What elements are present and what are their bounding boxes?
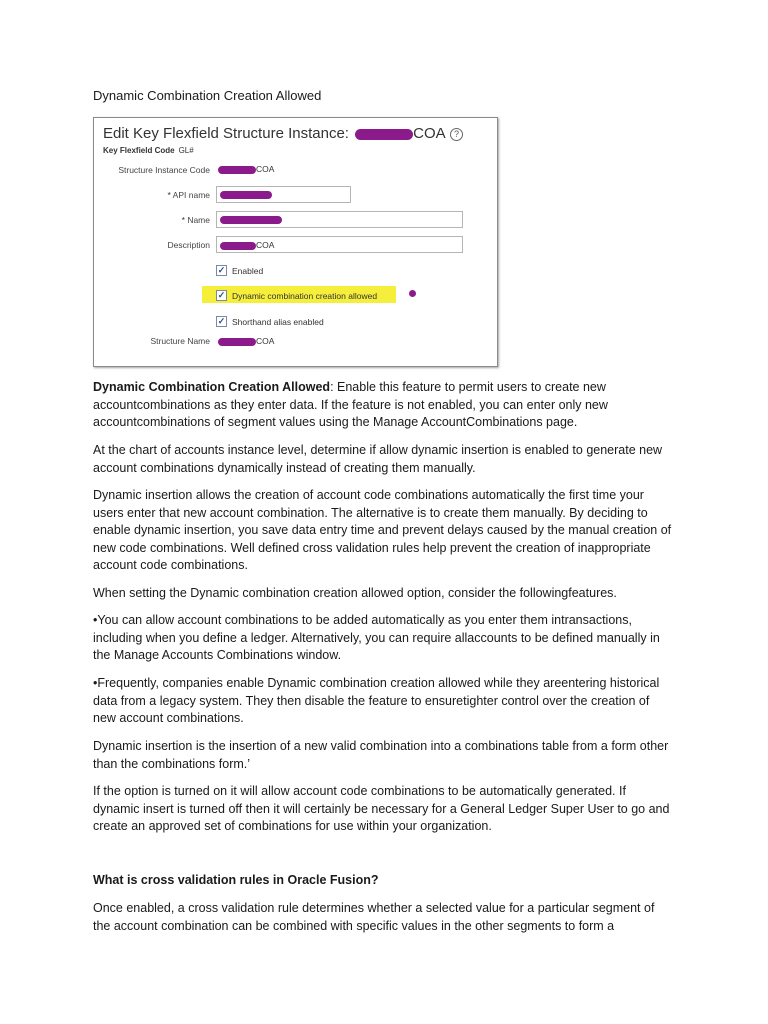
structure-instance-code-label: Structure Instance Code: [118, 165, 210, 175]
name-input[interactable]: [216, 211, 463, 228]
redaction-mark: [220, 242, 256, 250]
structure-name-label: Structure Name: [150, 336, 210, 346]
paragraph-4: When setting the Dynamic combination creation allowed option, consider the followingfeatures.: [93, 586, 617, 600]
redaction-mark: [355, 129, 413, 140]
paragraph-9: Once enabled, a cross validation rule determines whether a selected value for a particular segment of the account combination can be combined with specific values in the other segments to form a: [93, 901, 655, 933]
redaction-mark: [218, 338, 256, 346]
structure-instance-code-value: COA: [218, 164, 274, 174]
dynamic-combination-checkbox-row[interactable]: ✓ Dynamic combination creation allowed: [217, 290, 378, 301]
name-label: * Name: [181, 215, 210, 225]
question-heading: What is cross validation rules in Oracle Fusion?: [93, 873, 379, 887]
section-heading: Dynamic Combination Creation Allowed: [93, 88, 322, 103]
paragraph-2: At the chart of accounts instance level, determine if allow dynamic insertion is enabled to generate new account combinations dynamically instead of creating them manually.: [93, 443, 663, 475]
key-flexfield-code: Key Flexfield Code GL#: [103, 146, 194, 155]
api-name-input[interactable]: [216, 186, 351, 203]
shorthand-alias-checkbox[interactable]: ✓: [217, 316, 226, 326]
flexfield-screenshot: [93, 117, 498, 367]
paragraph-8: If the option is turned on it will allow account code combinations to be automatically generated. If dynamic insert is turned off then it will certainly be necessary for a General Ledger Super User to go and create an approved set of combinations for use within your organization.: [93, 784, 670, 833]
paragraph-7: Dynamic insertion is the insertion of a new valid combination into a combinations table from a form other than the combinations form.’: [93, 739, 669, 771]
enabled-checkbox[interactable]: ✓: [217, 265, 226, 275]
paragraph-6: •Frequently, companies enable Dynamic combination creation allowed while they areentering historical data from a legacy system. They then disable the feature to ensuretighter control over the creation of new account combinations.: [93, 676, 660, 725]
enabled-checkbox-row[interactable]: ✓ Enabled: [217, 265, 264, 276]
dynamic-combination-checkbox[interactable]: ✓: [217, 290, 226, 300]
paragraph-1: Dynamic Combination Creation Allowed: Enable this feature to permit users to create new accountcombinations as they enter data. If the feature is not enabled, you can enter only new accountcombinations of segment values using the Manage AccountCombinations page.: [93, 380, 608, 429]
redaction-mark: [218, 166, 256, 174]
api-name-label: * API name: [167, 190, 210, 200]
paragraph-3: Dynamic insertion allows the creation of account code combinations automatically the first time your users enter that new account combination. The alternative is to create them manually. By deciding to enable dynamic insertion, you save data entry time and prevent delays caused by the manual creation of new code combinations. Well defined cross validation rules help prevent the creation of inappropriate account code combinations.: [93, 488, 672, 572]
redaction-mark: [220, 191, 272, 199]
redaction-mark: [220, 216, 282, 224]
paragraph-5: •You can allow account combinations to be added automatically as you enter them intransactions, including when you define a ledger. Alternatively, you can require allaccounts to be defined manually in the Manage Accounts Combinations window.: [93, 613, 660, 662]
structure-name-value: COA: [218, 336, 274, 346]
description-label: Description: [167, 240, 210, 250]
question-circle-icon[interactable]: ?: [450, 128, 463, 141]
marker-dot: [409, 290, 416, 297]
screenshot-title: Edit Key Flexfield Structure Instance: COA: [103, 125, 446, 142]
shorthand-alias-checkbox-row[interactable]: ✓ Shorthand alias enabled: [217, 316, 324, 327]
description-input[interactable]: COA: [216, 236, 463, 253]
